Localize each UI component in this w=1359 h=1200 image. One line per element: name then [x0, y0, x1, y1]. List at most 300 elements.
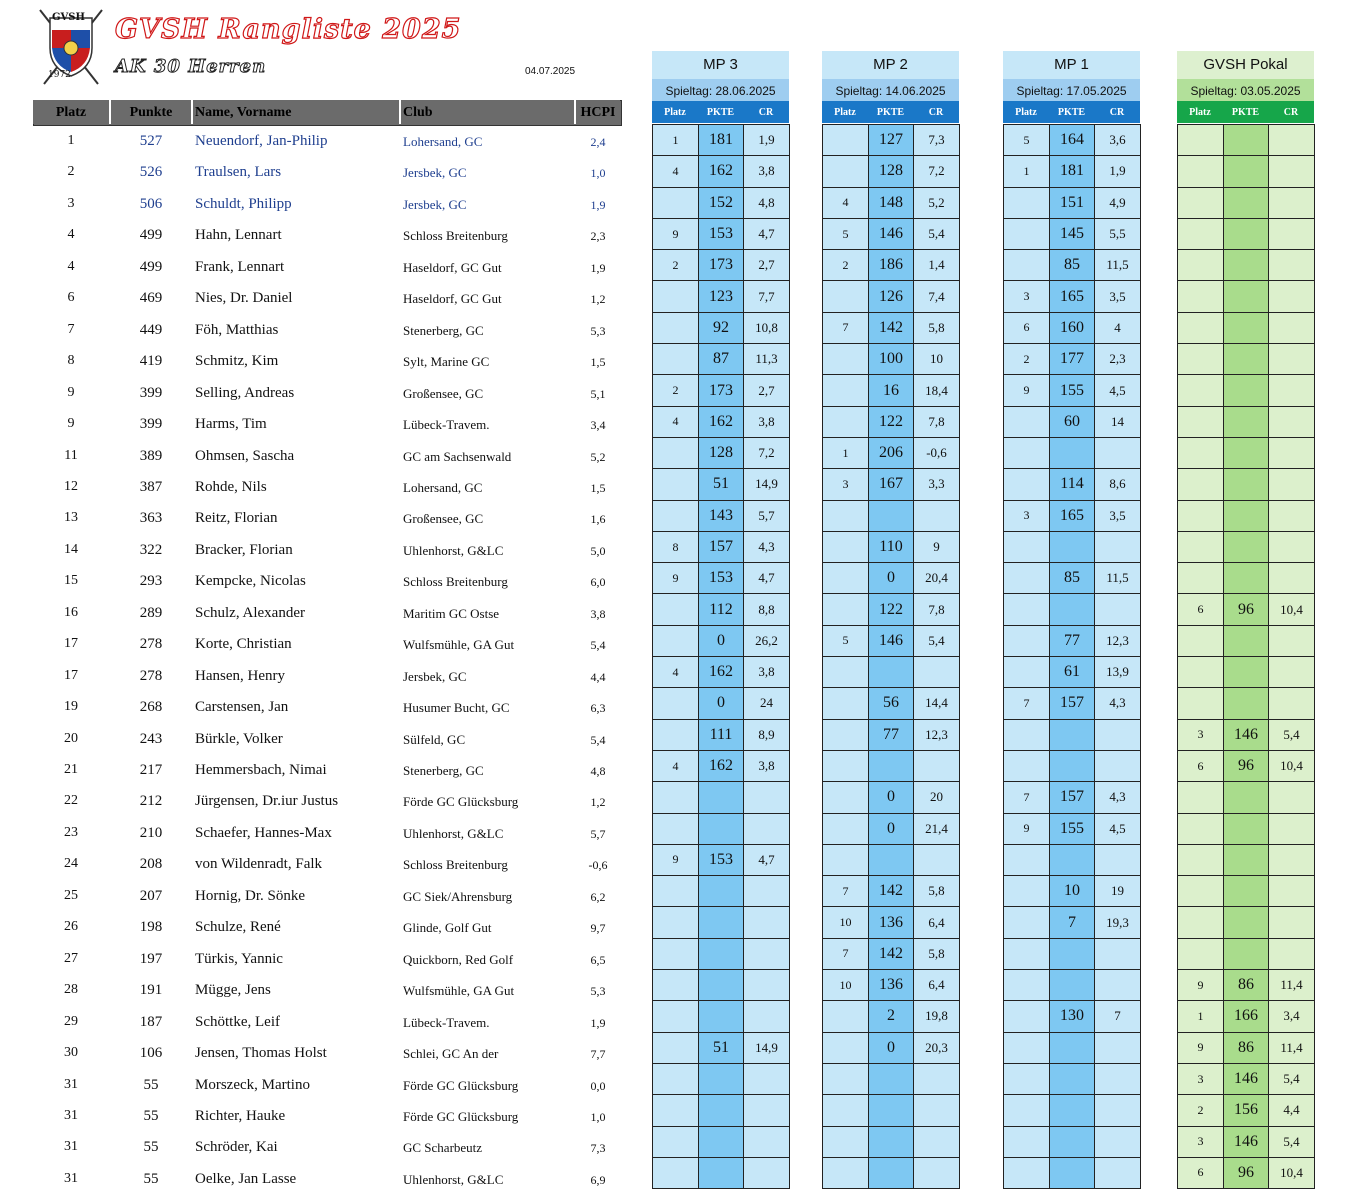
- row-punkte: 198: [139, 919, 163, 936]
- result-platz: [1178, 563, 1224, 594]
- row-platz: 7: [67, 321, 75, 337]
- result-cr: [1269, 813, 1315, 844]
- result-pkte: 122: [869, 594, 914, 625]
- row-club: Haseldorf, GC Gut: [403, 259, 502, 275]
- result-platz: 4: [653, 156, 699, 187]
- result-pkte: [1050, 938, 1095, 969]
- result-platz: [653, 344, 699, 375]
- result-pkte: [699, 876, 744, 907]
- result-cr: 7,8: [914, 406, 960, 437]
- result-cr: [1095, 594, 1141, 625]
- competition-row: [1004, 938, 1141, 969]
- competition-row: [823, 1157, 960, 1188]
- result-cr: [744, 1126, 790, 1157]
- row-name: Bürkle, Volker: [195, 730, 283, 747]
- competition-row: [823, 1063, 960, 1094]
- row-name: Schöttke, Leif: [195, 1013, 280, 1030]
- row-platz: 21: [64, 762, 78, 777]
- competition-date: Spieltag: 17.05.2025: [1003, 79, 1140, 101]
- logo-text: GVSH: [52, 12, 85, 23]
- competition-row: [1004, 125, 1141, 156]
- row-platz: 13: [64, 510, 78, 526]
- result-platz: [1178, 406, 1224, 437]
- result-cr: 11,3: [744, 344, 790, 375]
- result-pkte: 153: [699, 563, 744, 594]
- row-hcpi: 1,2: [590, 795, 606, 810]
- result-pkte: [1224, 187, 1269, 218]
- result-pkte: [1224, 406, 1269, 437]
- result-pkte: [1224, 876, 1269, 907]
- result-cr: -0,6: [914, 437, 960, 468]
- row-name: Hahn, Lennart: [195, 227, 282, 244]
- competition-row: [1004, 1126, 1141, 1157]
- result-cr: 10,4: [1269, 750, 1315, 781]
- result-platz: [1178, 844, 1224, 875]
- competition-row: [823, 312, 960, 343]
- result-platz: [1178, 218, 1224, 249]
- competition-row: [1178, 312, 1315, 343]
- result-platz: 1: [653, 125, 699, 156]
- result-platz: [823, 782, 869, 813]
- result-cr: 10,4: [1269, 1157, 1315, 1188]
- row-hcpi: 1,9: [590, 260, 606, 275]
- result-cr: 24: [744, 688, 790, 719]
- report-date: 04.07.2025: [525, 66, 576, 77]
- row-hcpi: 3,8: [590, 606, 606, 621]
- result-cr: 26,2: [744, 625, 790, 656]
- competition-row: [1004, 1001, 1141, 1032]
- competition-row: [1178, 1001, 1315, 1032]
- result-platz: 4: [653, 657, 699, 688]
- result-platz: 6: [1178, 750, 1224, 781]
- result-cr: [1095, 1032, 1141, 1063]
- result-platz: [653, 688, 699, 719]
- row-name: Schulze, René: [195, 919, 281, 936]
- row-punkte: 207: [139, 887, 163, 904]
- competition-table: [822, 124, 960, 1189]
- row-hcpi: 5,3: [590, 984, 606, 999]
- result-pkte: [1050, 594, 1095, 625]
- result-pkte: [1050, 437, 1095, 468]
- result-pkte: 165: [1050, 281, 1095, 312]
- result-pkte: [869, 1126, 914, 1157]
- competition-row: [823, 344, 960, 375]
- competition-row: [1004, 657, 1141, 688]
- result-cr: 3,5: [1095, 500, 1141, 531]
- competition-title: MP 1: [1003, 51, 1140, 79]
- competition-row: [1178, 1157, 1315, 1188]
- row-hcpi: 5,3: [590, 323, 606, 338]
- result-platz: [1178, 469, 1224, 500]
- result-pkte: [1224, 938, 1269, 969]
- competition-row: [653, 281, 790, 312]
- row-club: Stenerberg, GC: [403, 322, 484, 338]
- row-hcpi: 1,5: [590, 355, 606, 370]
- result-cr: [744, 813, 790, 844]
- result-cr: [1095, 719, 1141, 750]
- result-platz: 9: [1178, 970, 1224, 1001]
- competition-row: [1004, 782, 1141, 813]
- competition-row: [653, 625, 790, 656]
- result-pkte: [1224, 813, 1269, 844]
- result-platz: 9: [653, 844, 699, 875]
- row-name: Kempcke, Nicolas: [195, 573, 306, 590]
- result-cr: [744, 1157, 790, 1188]
- result-cr: [1269, 312, 1315, 343]
- row-hcpi: 5,4: [590, 638, 606, 653]
- competition-row: [653, 876, 790, 907]
- result-pkte: 148: [869, 187, 914, 218]
- row-hcpi: 1,0: [590, 166, 606, 181]
- result-pkte: [1224, 688, 1269, 719]
- row-platz: 6: [67, 290, 75, 306]
- result-platz: 7: [1004, 688, 1050, 719]
- row-platz: 19: [64, 699, 78, 715]
- result-platz: 6: [1178, 594, 1224, 625]
- row-name: Rohde, Nils: [195, 478, 267, 495]
- result-platz: 2: [653, 250, 699, 281]
- result-cr: 11,5: [1095, 250, 1141, 281]
- competition-row: [653, 500, 790, 531]
- competition-row: [1178, 844, 1315, 875]
- result-pkte: 112: [699, 594, 744, 625]
- competition-row: [1178, 406, 1315, 437]
- logo-year: 1972: [48, 70, 71, 80]
- row-hcpi: 1,5: [590, 480, 606, 495]
- result-pkte: 110: [869, 531, 914, 562]
- result-pkte: 142: [869, 876, 914, 907]
- row-hcpi: 4,8: [590, 764, 606, 778]
- row-hcpi: 6,3: [590, 701, 606, 716]
- result-pkte: [699, 1095, 744, 1126]
- result-platz: [653, 1095, 699, 1126]
- result-platz: 3: [1004, 500, 1050, 531]
- row-punkte: 55: [143, 1170, 159, 1187]
- competition-row: [823, 625, 960, 656]
- competition-row: [653, 844, 790, 875]
- row-hcpi: 1,6: [590, 512, 606, 527]
- result-pkte: [699, 907, 744, 938]
- result-cr: 3,5: [1095, 281, 1141, 312]
- row-name: Nies, Dr. Daniel: [195, 290, 293, 307]
- row-name: Richter, Hauke: [195, 1107, 286, 1124]
- row-hcpi: 1,2: [590, 292, 606, 307]
- result-platz: [1004, 1126, 1050, 1157]
- result-platz: [1004, 907, 1050, 938]
- row-club: Lohersand, GC: [403, 134, 483, 149]
- result-cr: 20,3: [914, 1032, 960, 1063]
- row-punkte: 278: [139, 667, 163, 684]
- result-platz: [653, 1063, 699, 1094]
- competition-row: [1004, 406, 1141, 437]
- result-cr: [744, 782, 790, 813]
- result-pkte: [699, 970, 744, 1001]
- row-platz: 14: [64, 541, 78, 557]
- row-punkte: 278: [139, 636, 163, 653]
- result-cr: 12,3: [914, 719, 960, 750]
- competition-row: [1178, 563, 1315, 594]
- result-platz: 7: [1004, 782, 1050, 813]
- row-name: Schröder, Kai: [195, 1139, 278, 1156]
- result-cr: [1269, 218, 1315, 249]
- competition-row: [1178, 719, 1315, 750]
- result-cr: 7,3: [914, 125, 960, 156]
- result-cr: 4,3: [744, 531, 790, 562]
- row-punkte: 187: [139, 1013, 163, 1030]
- row-hcpi: 2,4: [590, 135, 606, 149]
- result-pkte: 146: [869, 218, 914, 249]
- result-platz: 10: [823, 907, 869, 938]
- result-pkte: [1050, 1095, 1095, 1126]
- result-pkte: 96: [1224, 594, 1269, 625]
- result-pkte: [1224, 156, 1269, 187]
- result-platz: 4: [653, 750, 699, 781]
- result-platz: [1004, 594, 1050, 625]
- row-punkte: 419: [139, 353, 163, 370]
- subcol-platz: Platz: [1189, 107, 1211, 118]
- result-cr: [1269, 907, 1315, 938]
- competition-row: [653, 125, 790, 156]
- result-platz: [1178, 375, 1224, 406]
- result-cr: 5,8: [914, 312, 960, 343]
- result-platz: [823, 281, 869, 312]
- competition-row: [1004, 844, 1141, 875]
- result-platz: [823, 406, 869, 437]
- result-cr: [1269, 938, 1315, 969]
- row-platz: 25: [64, 887, 78, 903]
- result-pkte: 60: [1050, 406, 1095, 437]
- row-club: GC Siek/Ahrensburg: [403, 888, 513, 904]
- col-header-platz: Platz: [33, 100, 109, 124]
- result-platz: [823, 1126, 869, 1157]
- result-pkte: [1224, 218, 1269, 249]
- result-pkte: [1224, 125, 1269, 156]
- competition-row: [653, 1032, 790, 1063]
- result-platz: [823, 375, 869, 406]
- row-name: Carstensen, Jan: [195, 699, 289, 716]
- competition-row: [1004, 1157, 1141, 1188]
- result-pkte: 123: [699, 281, 744, 312]
- competition-row: [1178, 750, 1315, 781]
- result-platz: [653, 876, 699, 907]
- result-cr: [1269, 375, 1315, 406]
- result-platz: 10: [823, 970, 869, 1001]
- result-pkte: [699, 1063, 744, 1094]
- result-pkte: 0: [869, 1032, 914, 1063]
- row-hcpi: 2,3: [590, 229, 606, 244]
- result-platz: [1004, 187, 1050, 218]
- result-platz: [823, 594, 869, 625]
- subcol-pkte: PKTE: [876, 107, 905, 118]
- competition-row: [653, 970, 790, 1001]
- result-cr: 8,8: [744, 594, 790, 625]
- result-cr: 5,8: [914, 876, 960, 907]
- competition-row: [653, 1095, 790, 1126]
- result-cr: 11,4: [1269, 970, 1315, 1001]
- row-club: Schloss Breitenburg: [403, 574, 508, 590]
- competition-row: [1004, 876, 1141, 907]
- result-pkte: 181: [699, 125, 744, 156]
- competition-row: [1178, 500, 1315, 531]
- row-club: Förde GC Glücksburg: [403, 1108, 519, 1124]
- result-platz: [653, 469, 699, 500]
- row-club: Maritim GC Ostse: [403, 605, 500, 621]
- row-hcpi: 1,9: [590, 1015, 606, 1030]
- result-cr: [744, 938, 790, 969]
- row-punkte: 55: [143, 1107, 159, 1124]
- subcol-cr: CR: [1283, 107, 1299, 118]
- row-club: Jersbek, GC: [403, 196, 467, 212]
- result-pkte: 16: [869, 375, 914, 406]
- result-platz: [1004, 531, 1050, 562]
- result-pkte: [1050, 1157, 1095, 1188]
- competition-row: [1004, 531, 1141, 562]
- result-platz: [823, 750, 869, 781]
- row-name: Frank, Lennart: [195, 258, 285, 275]
- row-punkte: 289: [139, 604, 163, 621]
- competition-row: [823, 437, 960, 468]
- result-platz: [823, 657, 869, 688]
- row-name: Türkis, Yannic: [195, 950, 283, 967]
- result-cr: [744, 1001, 790, 1032]
- result-pkte: [1224, 375, 1269, 406]
- result-pkte: 181: [1050, 156, 1095, 187]
- result-pkte: 136: [869, 970, 914, 1001]
- competition-row: [1004, 594, 1141, 625]
- row-punkte: 212: [139, 793, 163, 810]
- result-pkte: 100: [869, 344, 914, 375]
- row-punkte: 191: [139, 982, 163, 999]
- result-platz: 2: [823, 250, 869, 281]
- result-platz: [823, 531, 869, 562]
- competition-row: [1004, 500, 1141, 531]
- result-platz: [1178, 938, 1224, 969]
- row-punkte: 449: [139, 321, 163, 338]
- result-pkte: 157: [1050, 782, 1095, 813]
- competition-title: MP 3: [652, 51, 789, 79]
- result-pkte: 127: [869, 125, 914, 156]
- row-hcpi: 3,4: [590, 418, 606, 433]
- competition-row: [1178, 938, 1315, 969]
- result-pkte: 151: [1050, 187, 1095, 218]
- result-pkte: 85: [1050, 563, 1095, 594]
- competition-row: [1004, 375, 1141, 406]
- competition-row: [1178, 1126, 1315, 1157]
- row-club: Jersbek, GC: [403, 165, 467, 181]
- row-name: Hansen, Henry: [195, 667, 285, 684]
- result-pkte: 162: [699, 657, 744, 688]
- result-platz: 4: [823, 187, 869, 218]
- result-pkte: 87: [699, 344, 744, 375]
- result-cr: [914, 1063, 960, 1094]
- competition-table: [1003, 124, 1141, 1189]
- result-pkte: [869, 500, 914, 531]
- competition-row: [1004, 1032, 1141, 1063]
- competition-row: [653, 782, 790, 813]
- row-punkte: 243: [139, 730, 163, 747]
- row-hcpi: 6,5: [590, 952, 606, 967]
- result-platz: [1004, 1001, 1050, 1032]
- competition-row: [823, 375, 960, 406]
- result-cr: 1,4: [914, 250, 960, 281]
- competition-row: [1178, 469, 1315, 500]
- competition-row: [1178, 344, 1315, 375]
- result-cr: 18,4: [914, 375, 960, 406]
- result-cr: [1269, 625, 1315, 656]
- result-cr: 19,3: [1095, 907, 1141, 938]
- row-punkte: 217: [139, 762, 163, 778]
- result-platz: [1004, 437, 1050, 468]
- competition-table: [652, 124, 790, 1189]
- competition-row: [1178, 218, 1315, 249]
- result-cr: [1269, 281, 1315, 312]
- competition-row: [823, 156, 960, 187]
- competition-row: [823, 907, 960, 938]
- competition-row: [1004, 750, 1141, 781]
- competition-row: [823, 594, 960, 625]
- result-cr: [914, 750, 960, 781]
- competition-row: [1004, 970, 1141, 1001]
- result-cr: [1095, 437, 1141, 468]
- competition-row: [823, 782, 960, 813]
- result-platz: [823, 1001, 869, 1032]
- result-cr: [914, 844, 960, 875]
- result-platz: 7: [823, 876, 869, 907]
- result-platz: [1004, 719, 1050, 750]
- competition-row: [1004, 312, 1141, 343]
- result-pkte: [699, 782, 744, 813]
- row-club: Schloss Breitenburg: [403, 857, 508, 873]
- row-club: Uhlenhorst, G&LC: [403, 542, 504, 558]
- result-pkte: 128: [869, 156, 914, 187]
- page-title: GVSH Rangliste 2025: [115, 14, 462, 45]
- competition-row: [823, 970, 960, 1001]
- result-cr: 7,2: [914, 156, 960, 187]
- result-pkte: 10: [1050, 876, 1095, 907]
- result-pkte: 165: [1050, 500, 1095, 531]
- competition-row: [1178, 1095, 1315, 1126]
- result-cr: 20: [914, 782, 960, 813]
- competition-row: [653, 1157, 790, 1188]
- competition-row: [1004, 688, 1141, 719]
- row-platz: 31: [64, 1107, 78, 1123]
- result-cr: 2,7: [744, 250, 790, 281]
- result-cr: 3,8: [744, 406, 790, 437]
- row-platz: 9: [67, 384, 75, 400]
- competition-row: [1178, 594, 1315, 625]
- result-platz: [823, 719, 869, 750]
- result-platz: 6: [1178, 1157, 1224, 1188]
- result-pkte: 77: [1050, 625, 1095, 656]
- row-platz: 15: [64, 573, 78, 589]
- competition-row: [823, 531, 960, 562]
- result-pkte: 0: [869, 813, 914, 844]
- result-cr: [1269, 500, 1315, 531]
- competition-row: [823, 719, 960, 750]
- result-pkte: 206: [869, 437, 914, 468]
- competition-row: [1004, 907, 1141, 938]
- col-header-hcpi: HCPI: [576, 100, 620, 124]
- row-name: Oelke, Jan Lasse: [195, 1170, 297, 1187]
- result-pkte: 146: [1224, 1063, 1269, 1094]
- result-cr: [1269, 531, 1315, 562]
- subcol-platz: Platz: [664, 107, 686, 118]
- result-pkte: 177: [1050, 344, 1095, 375]
- result-pkte: 157: [1050, 688, 1095, 719]
- result-cr: [744, 970, 790, 1001]
- row-hcpi: 5,2: [590, 449, 606, 464]
- competition-row: [823, 876, 960, 907]
